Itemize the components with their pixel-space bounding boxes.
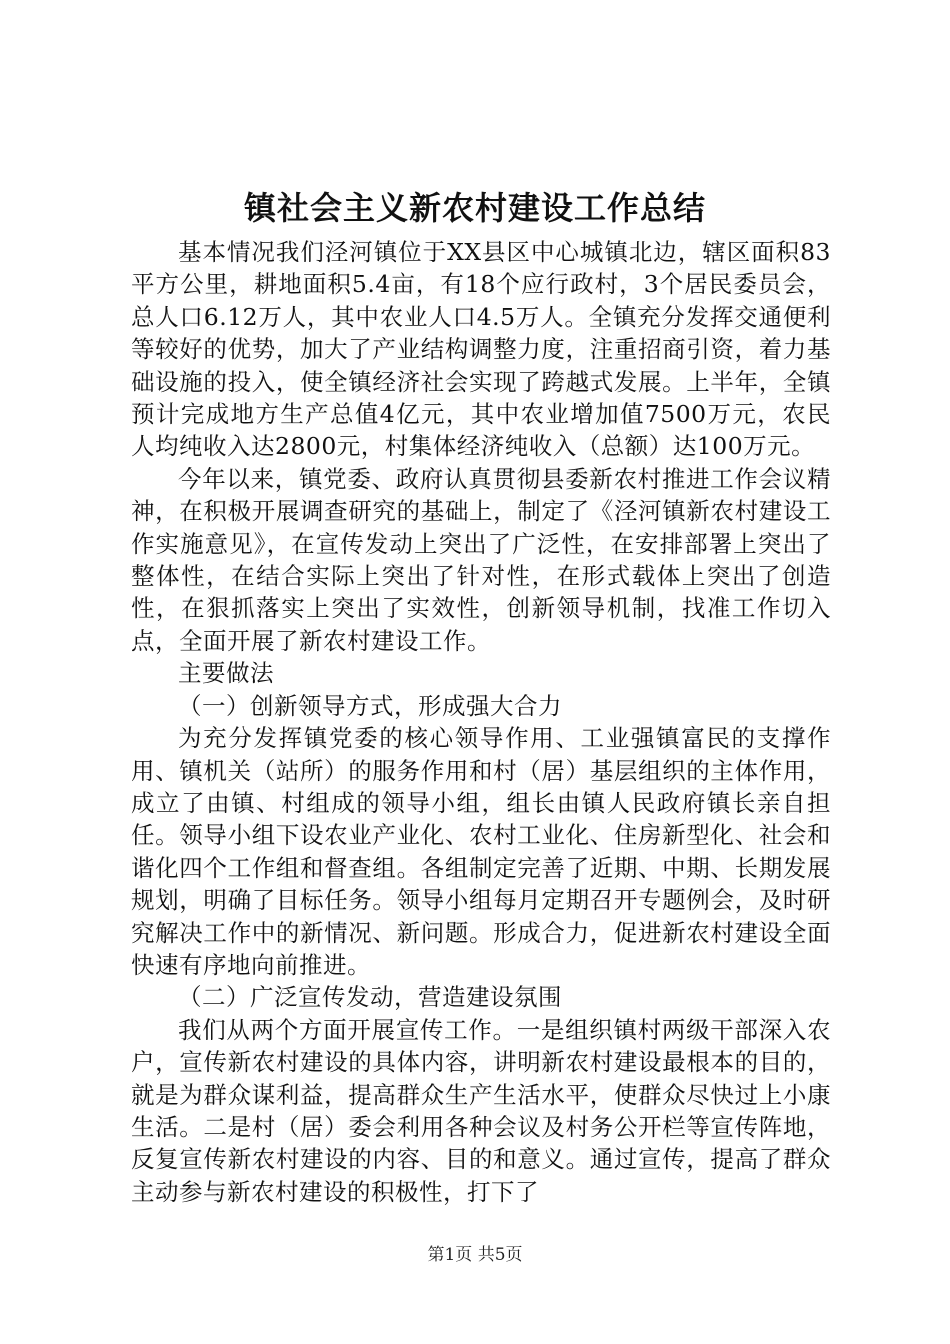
document-body [131,236,831,1208]
paragraph-basic-situation: 基本情况我们泾河镇位于XX县区中心城镇北边，辖区面积83平方公里，耕地面积5.4亩，有18个应行政村，3个居民委员会，总人口6.12万人，其中农业人口4.5万人。全镇充分发挥交通便利等较好的优势，加大了产业结构调整力度，注重招商引资，着力基础设施的投入，使全镇经济社会实现了跨越式发展。上半年，全镇预计完成地方生产总值4亿元，其中农业增加值7500万元，农民人均纯收入达2800元，村集体经济纯收入（总额）达100万元。 [131,238,831,461]
subsection-text-1: 为充分发挥镇党委的核心领导作用、工业强镇富民的支撑作用、镇机关（站所）的服务作用和村（居）基层组织的主体作用，成立了由镇、村组成的领导小组，组长由镇人民政府镇长亲自担任。领导小组下设农业产业化、农村工业化、住房新型化、社会和谐化四个工作组和督查组。各组制定完善了近期、中期、长期发展规划，明确了目标任务。领导小组每月定期召开专题例会，及时研究解决工作中的新情况、新问题。形成合力，促进新农村建设全面快速有序地向前推进。 [131,724,831,979]
page-footer: 第1页 共5页 [427,1245,523,1265]
paragraph-overview: 今年以来，镇党委、政府认真贯彻县委新农村推进工作会议精神，在积极开展调查研究的基础上，制定了《泾河镇新农村建设工作实施意见》，在宣传发动上突出了广泛性，在安排部署上突出了整体性，在结合实际上突出了针对性，在形式载体上突出了创造性，在狠抓落实上突出了实效性，创新领导机制，找准工作切入点，全面开展了新农村建设工作。 [131,464,831,655]
page-title: 镇社会主义新农村建设工作总结 [243,189,706,227]
section-heading-main-practices: 主要做法 [178,659,274,688]
subsection-heading-2: （二）广泛宣传发动，营造建设氛围 [178,983,562,1012]
subsection-heading-1: （一）创新领导方式，形成强大合力 [178,691,562,720]
subsection-text-2: 我们从两个方面开展宣传工作。一是组织镇村两级干部深入农户，宣传新农村建设的具体内容，讲明新农村建设最根本的目的，就是为群众谋利益，提高群众生产生活水平，使群众尽快过上小康生活。二是村（居）委会利用各种会议及村务公开栏等宣传阵地，反复宣传新农村建设的内容、目的和意义。通过宣传，提高了群众主动参与新农村建设的积极性，打下了 [131,1015,831,1206]
